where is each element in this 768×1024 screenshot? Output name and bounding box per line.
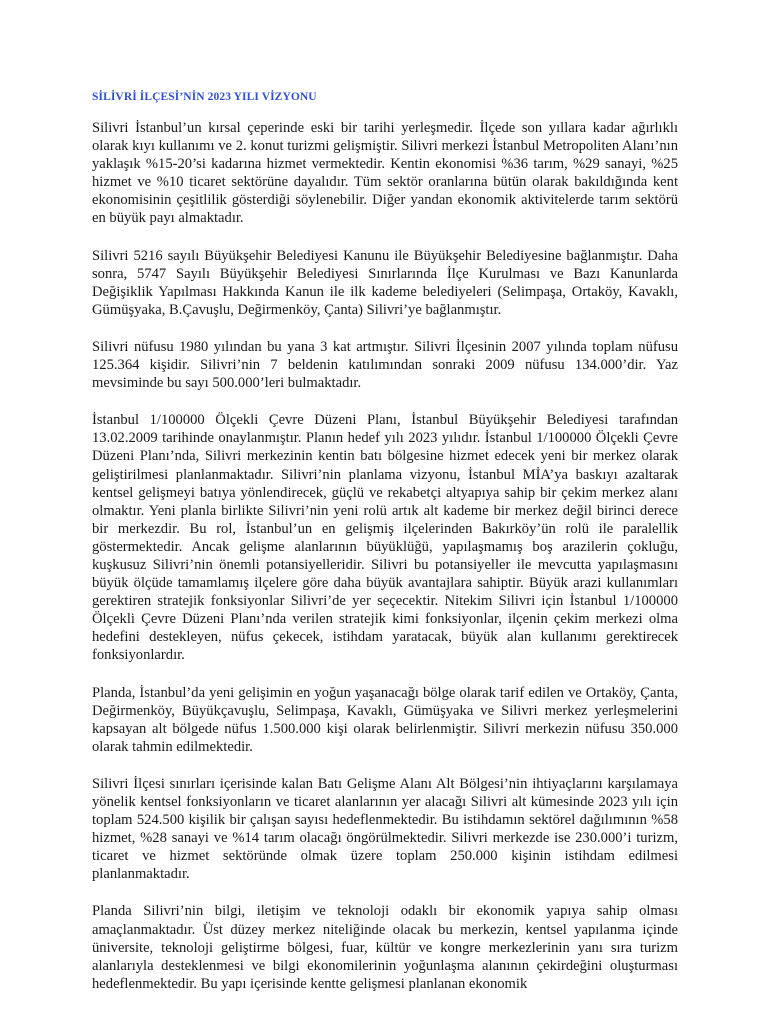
paragraph-employment: Silivri İlçesi sınırları içerisinde kalan Batı Gelişme Alanı Alt Bölgesi’nin ihtiyaçlarını karşılamaya yönelik kentsel fonksiyonların ve ticaret alanlarının yer alacağı Silivri alt kümesinde 2023 yılı için toplam 524.500 kişilik bir çalışan sayısı hedeflenmektedir. Bu istihdamın sektörel dağılımının %58 hizmet, %28 sanayi ve %14 tarım olacağı öngörülmektedir. Silivri merkezde ise 230.000’i turizm, ticaret ve hizmet sektöründe olmak üzere toplam 250.000 kişinin istihdam edilmesi planlanmaktadır. (92, 775, 678, 883)
paragraph-knowledge-economy: Planda Silivri’nin bilgi, iletişim ve teknoloji odaklı bir ekonomik yapıya sahip olması amaçlanmaktadır. Üst düzey merkez niteliğinde olacak bu merkezin, kentsel yapılanma içinde üniversite, teknoloji geliştirme bölgesi, fuar, kültür ve kongre merkezlerinin yanı sıra turizm alanlarıyla desteklenmesi ve bilgi ekonomilerinin yoğunlaşma alanının çekirdeğini oluşturması hedeflenmektedir. Bu yapı içerisinde kentte gelişmesi planlanan ekonomik (92, 903, 678, 992)
paragraph-municipality: Silivri 5216 sayılı Büyükşehir Belediyesi Kanunu ile Büyükşehir Belediyesine bağlanmıştır. Daha sonra, 5747 Sayılı Büyükşehir Belediyesi Sınırlarında İlçe Kurulması ve Bazı Kanunlarda Değişiklik Yapılması Hakkında Kanun ile ilk kademe belediyeleri (Selimpaşa, Ortaköy, Kavaklı, Gümüşyaka, B.Çavuşlu, Değirmenköy, Çanta) Silivri’ye bağlanmıştır. (92, 247, 678, 318)
paragraph-economy: Silivri İstanbul’un kırsal çeperinde eski bir tarihi yerleşmedir. İlçede son yıllara kadar ağırlıklı olarak kıyı kullanımı ve 2. konut turizmi gelişmiştir. Silivri merkezi İstanbul Metropoliten Alanı’nın yaklaşık %15-20’si kadarına hizmet vermektedir. Kentin ekonomisi %36 tarım, %29 sanayi, %25 hizmet ve %10 ticaret sektörüne dayalıdır. Tüm sektör oranlarına bütün olarak bakıldığında kent ekonomisinin çeşitlilik gösterdiği söylenebilir. Diğer yandan ekonomik aktivitelerde tarım sektörü en büyük payı almaktadır. (92, 120, 678, 227)
document-title: SİLİVRİ İLÇESİ’NİN 2023 YILI VİZYONU (92, 91, 317, 103)
paragraph-population: Silivri nüfusu 1980 yılından bu yana 3 kat artmıştır. Silivri İlçesinin 2007 yılında toplam nüfusu 125.364 kişidir. Silivri’nin 7 beldenin katılımından sonraki 2009 nüfusu 134.000’dir. Yaz mevsiminde bu sayı 500.000’leri bulmaktadır. (92, 338, 678, 392)
paragraph-environmental-plan: İstanbul 1/100000 Ölçekli Çevre Düzeni Planı, İstanbul Büyükşehir Belediyesi tarafından 13.02.2009 tarihinde onaylanmıştır. Planın hedef yılı 2023 yılıdır. İstanbul 1/100000 Ölçekli Çevre Düzeni Planı’nda, Silivri merkezinin kentin batı bölgesine hizmet edecek yeni bir merkez olarak geliştirilmesi planlanmaktadır. Silivri’nin planlama vizyonu, İstanbul MİA’ya baskıyı azaltarak kentsel gelişmeyi batıya yönlendirecek, güçlü ve rekabetçi altyapıya sahip bir çekim merkez alanı olmaktır. Yeni planla birlikte Silivri’nin yeni rolü artık alt kademe bir merkez değil birinci derece bir merkezdir. Bu rol, İstanbul’un en gelişmiş ilçelerinden Bakırköy’ün rolü ile paralellik göstermektedir. Ancak gelişme alanlarının büyüklüğü, yapılaşmamış boş arazilerin çokluğu, kuşkusuz Silivri’nin önemli potansiyelleridir. Silivri bu potansiyeller ile mevcutta yapılaşmasını büyük ölçüde tamamlamış ilçelere göre daha büyük avantajlara sahiptir. Büyük arazi kullanımları gerektiren stratejik fonksiyonlar Silivri’de yer seçecektir. Nitekim Silivri için İstanbul 1/100000 Ölçekli Çevre Düzeni Planı’nda verilen stratejik kimi fonksiyonlar, ilçenin çekim merkezi olma hedefini destekleyen, nüfus çekecek, istihdam yaratacak, büyük alan kullanımı gerektirecek fonksiyonlardır. (92, 412, 678, 664)
paragraph-subregion-population: Planda, İstanbul’da yeni gelişimin en yoğun yaşanacağı bölge olarak tarif edilen ve Ortaköy, Çanta, Değirmenköy, Büyükçavuşlu, Selimpaşa, Kavaklı, Gümüşyaka ve Silivri merkez yerleşmelerini kapsayan alt bölgede nüfus 1.500.000 kişi olarak belirlenmiştir. Silivri merkezin nüfusu 350.000 olarak tahmin edilmektedir. (92, 684, 678, 755)
